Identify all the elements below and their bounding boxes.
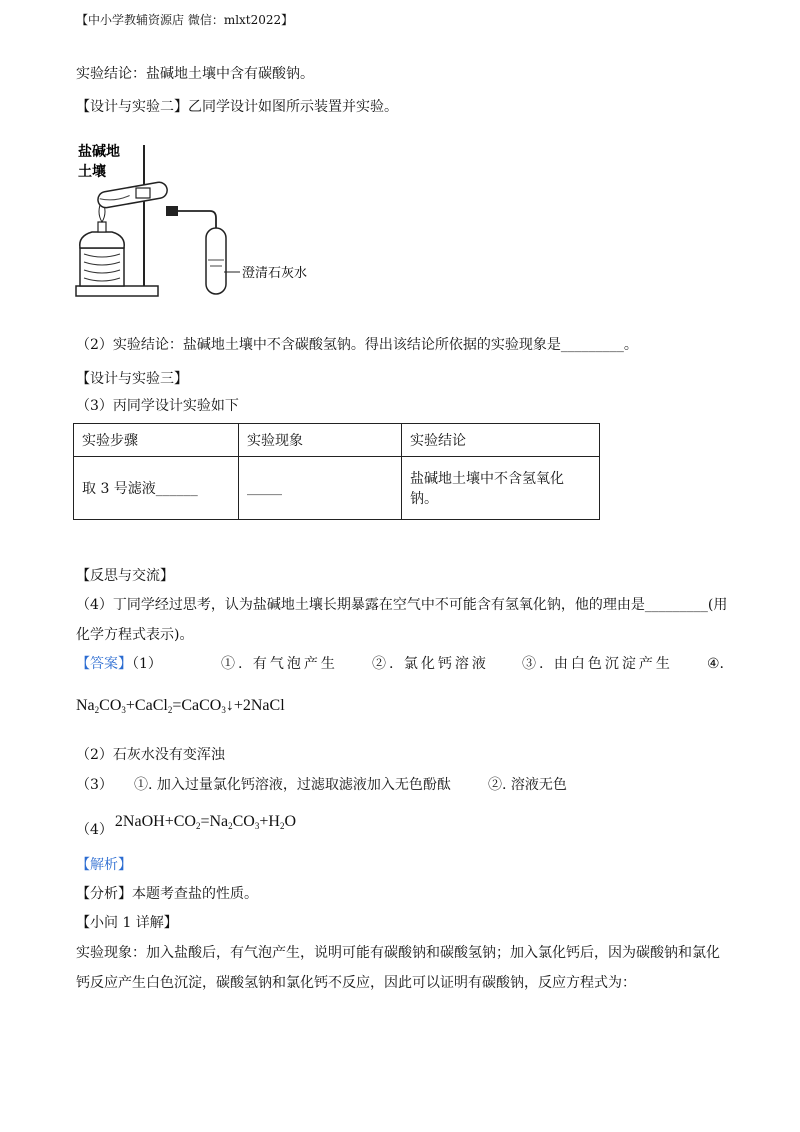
explanation-line-2: 钙反应产生白色沉淀，碳酸氢钠和氯化钙不反应，因此可以证明有碳酸钠，反应方程式为：	[76, 975, 636, 991]
answer-item-4: ④.	[707, 656, 725, 672]
equation-1: $Na_2CO_3+CaCl_2=CaCO_3↓+2NaCl$	[76, 697, 285, 715]
analysis-tag: 【解析】	[76, 857, 132, 873]
answer-3-item-a: ①. 加入过量氯化钙溶液，过滤取滤液加入无色酚酞	[134, 777, 451, 793]
question-4-line-1: （4）丁同学经过思考，认为盐碱地土壤长期暴露在空气中不可能含有氢氧化钠，他的理由是_________(用	[76, 597, 728, 613]
apparatus-drawing	[74, 140, 324, 305]
table-header-cell: 实验步骤	[74, 424, 239, 457]
answer-item-2: ②. 氯化钙溶液	[372, 656, 489, 672]
answer-3-item-b: ②. 溶液无色	[488, 777, 567, 793]
table-cell: 盐碱地土壤中不含氢氧化钠。	[402, 457, 600, 520]
table-cell: _____	[239, 457, 402, 520]
answer-number-1: （1）	[132, 656, 162, 672]
explanation-line-1: 实验现象：加入盐酸后，有气泡产生，说明可能有碳酸钠和碳酸氢钠；加入氯化钙后，因为碳酸钠和氯化	[76, 945, 720, 961]
reflection-heading: 【反思与交流】	[76, 568, 174, 584]
question-4-line-2: 化学方程式表示)。	[76, 627, 194, 643]
equation-2: $2NaOH+CO_2=Na_2CO_3+H_2O$	[114, 813, 296, 831]
answer-3: （3） ①. 加入过量氯化钙溶液，过滤取滤液加入无色酚酞 ②. 溶液无色	[76, 777, 567, 793]
answer-item-1: ①. 有气泡产生	[221, 656, 338, 672]
conclusion-line-2: （2）实验结论：盐碱地土壤中不含碳酸氢钠。得出该结论所依据的实验现象是_________。	[76, 337, 638, 353]
answer-2: （2）石灰水没有变浑浊	[76, 747, 225, 763]
answer-item-3: ③. 由白色沉淀产生	[522, 656, 673, 672]
experiment-3-heading: 【设计与实验三】	[76, 371, 188, 387]
experiment-3-intro: （3）丙同学设计实验如下	[76, 398, 239, 414]
label-soil-2: 土壤	[78, 164, 106, 180]
answer-4: （4） $2NaOH+CO_2=Na_2CO_3+H_2O$	[76, 813, 296, 838]
label-soil-1: 盐碱地	[78, 144, 120, 160]
analysis-summary: 【分析】本题考查盐的性质。	[76, 886, 258, 902]
table-header-cell: 实验结论	[402, 424, 600, 457]
apparatus-figure	[74, 140, 324, 305]
table-header-row	[74, 424, 600, 457]
table-row	[74, 457, 600, 520]
table-cell: 取 3 号滤液______	[74, 457, 239, 520]
answer-tag: 【答案】	[76, 656, 132, 672]
conclusion-line-1: 实验结论：盐碱地土壤中含有碳酸钠。	[76, 66, 314, 82]
answer-line	[76, 654, 726, 674]
experiment-2-heading: 【设计与实验二】乙同学设计如图所示装置并实验。	[76, 99, 398, 115]
sub-question-1-heading: 【小问 1 详解】	[76, 915, 178, 931]
table-header-cell: 实验现象	[239, 424, 402, 457]
page-header: 【中小学教辅资源店 微信：mlxt2022】	[76, 13, 294, 27]
label-limewater: 澄清石灰水	[242, 266, 308, 281]
experiment-table	[73, 423, 600, 520]
